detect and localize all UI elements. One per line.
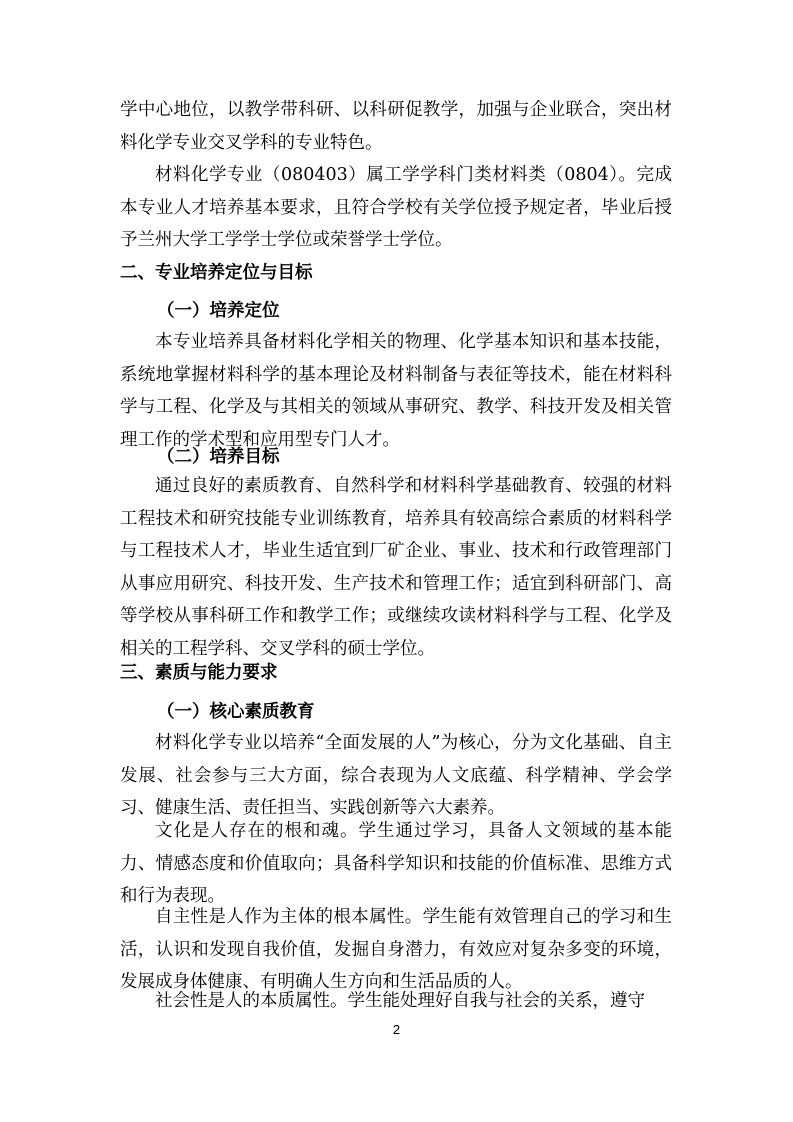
- section-heading-2: 二、专业培养定位与目标: [120, 263, 313, 283]
- subsection-heading-positioning: （一）培养定位: [157, 301, 280, 321]
- paragraph-core-quality: 材料化学专业以培养“全面发展的人”为核心，分为文化基础、自主发展、社会参与三大方面，综合表现为人文底蕴、科学精神、学会学习、健康生活、责任担当、实践创新等六大素养。: [120, 733, 672, 818]
- section-heading-3: 三、素质与能力要求: [120, 663, 278, 683]
- paragraph-goals: 通过良好的素质教育、自然科学和材料科学基础教育、较强的材料工程技术和研究技能专业训练教育，培养具有较高综合素质的材料科学与工程技术人才，毕业生适宜到厂矿企业、事业、技术和行政管理部门从事应用研究、科技开发、生产技术和管理工作；适宜到科研部门、高等学校从事科研工作和教学工作；或继续攻读材料科学与工程、化学及相关的工程学科、交叉学科的硕士学位。: [120, 476, 672, 659]
- page-number: 2: [392, 1022, 401, 1037]
- paragraph-sociality: 社会性是人的本质属性。学生能处理好自我与社会的关系，遵守: [155, 991, 645, 1011]
- paragraph-continued: 学中心地位，以教学带科研、以科研促教学，加强与企业联合，突出材料化学专业交叉学科的专业特色。: [120, 100, 672, 153]
- paragraph-autonomy: 自主性是人作为主体的根本属性。学生能有效管理自己的学习和生活，认识和发现自我价值，发掘自身潜力，有效应对复杂多变的环境，发展成身体健康、有明确人生方向和生活品质的人。: [120, 907, 672, 992]
- subsection-heading-goals: （二）培养目标: [157, 447, 280, 467]
- paragraph-degree: 材料化学专业（080403）属工学学科门类材料类（0804）。完成本专业人才培养基本要求，且符合学校有关学位授予规定者，毕业后授予兰州大学工学学士学位或荣誉学士学位。: [120, 165, 672, 250]
- subsection-heading-core-quality: （一）核心素质教育: [157, 702, 315, 722]
- paragraph-positioning: 本专业培养具备材料化学相关的物理、化学基本知识和基本技能，系统地掌握材料科学的基本理论及材料制备与表征等技术，能在材料科学与工程、化学及与其相关的领域从事研究、教学、科技开发及相关管理工作的学术型和应用型专门人才。: [120, 332, 672, 450]
- paragraph-culture: 文化是人存在的根和魂。学生通过学习，具备人文领域的基本能力、情感态度和价值取向；具备科学知识和技能的价值标准、思维方式和行为表现。: [120, 821, 672, 906]
